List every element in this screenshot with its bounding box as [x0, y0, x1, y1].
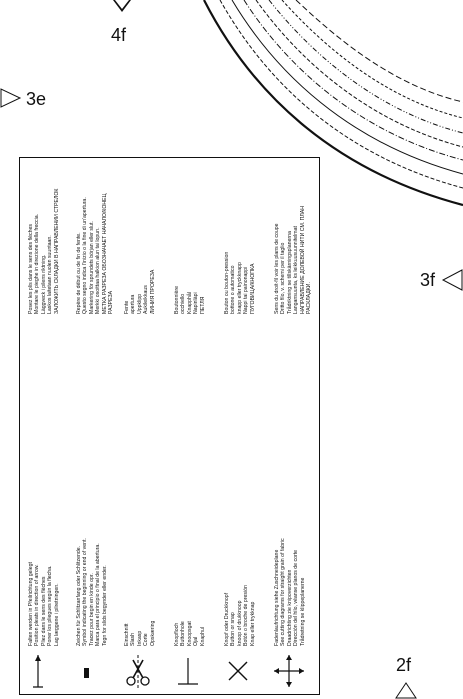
- marker-3f: 3f: [420, 270, 436, 290]
- slit-mark-icon: [74, 652, 108, 690]
- legend-text-de: Falten werden in Pfeilrichtung gelegt Position pleats in direction of arrow. Pliez dans le sens des flèches Poner los pliegues según la flecha. Lag læggene i pilretningen.: [28, 562, 60, 646]
- symbol-legend: [19, 157, 320, 695]
- notch-marker-2f: [394, 681, 418, 699]
- scissors-icon: [122, 652, 156, 690]
- legend-text-de: Fadenlaufrichtung siehe Zuschneideplane See cutting diagrams for straight grain of fabric Draadrichting zie knipoverzichten Dirección del hilo, véanse planos de corte Trådretning se klippeplanerne: [274, 538, 306, 646]
- legend-text-de: Knopf oder Druckknopf Button or snap knoop of drukknoop Botón o broche de presión Knap eller trykknap: [224, 585, 256, 646]
- buttonhole-icon: [172, 652, 206, 690]
- legend-row: [68, 158, 118, 696]
- legend-text-fr: Boutonnière occhiello Knapphål Napinläpi ПЕТЛЯ: [174, 286, 206, 314]
- marker-3e: 3e: [26, 89, 47, 109]
- legend-text-fr: Bouton ou bouton-pression bottone o automatico knapp eller tryckknapp Nappi tai painonappi ПУГОВИЦА/КНОПКА: [224, 251, 256, 314]
- legend-row: [216, 158, 266, 696]
- legend-text-de: Knopfloch Buttonhole Knoopsgat Ojal Knaphul: [174, 621, 206, 646]
- marker-2f: 2f: [396, 655, 412, 675]
- legend-text-fr: Posez les plis dans le sens des flèches Montare le pieghe in direzione della freccia. Läggveck i pilens riktning. Laskos laitetaan nuolen suuntaan. ЗАЛОЖИТЬ СКЛАДКИ В НАПРАВЛЕНИИ СТРЕЛОК: [28, 188, 60, 314]
- legend-text-fr: Fente apertura Uppklipp Aukileikkaus ЛИНИЯ ПРОРЕЗА: [124, 269, 156, 314]
- notch-marker-3f: [441, 268, 463, 292]
- legend-row: [166, 158, 216, 696]
- button-cross-icon: [222, 652, 256, 690]
- marker-4f: 4f: [111, 25, 127, 45]
- legend-text-fr: Sens du droit-fil voir les plans de coupe Dritto filo, v. schemi per il taglio Trådriktning se tillskärningsplanerna Langansuunta, ks leikkuusuunnitelmat НАПРАВЛЕНИЕ ДОЛЕВОЙ НИТИ СМ. ПЛАН РАСКЛАДКИ.: [274, 206, 313, 314]
- legend-row: [116, 158, 166, 696]
- legend-text-fr: Repère de début ou de fin de fente. Questo segno indica l'inizio o la fine di un'apertura. Markering för sprundets början eller slut. Merkki osoittaa halkion alun tai lopun. МЕТКА РАЗРЕЗА ОБОЗНАЧАЕТ НАЧАЛО/КОНЕЦ РАЗРЕЗА: [76, 193, 115, 314]
- legend-row: [266, 158, 316, 696]
- grainline-cross-icon: [272, 652, 306, 690]
- grain-arrow-icon: [26, 652, 60, 690]
- legend-row: [20, 158, 70, 696]
- legend-text-de: Zeichen für Schlitzanfang oder Schlitzende. Symbol indicating the beginning or end of vent. Tracez pour begin en kinde opr. Marca para el principio o final de la abertura. Tegn for slids begynder eller ender.: [76, 538, 108, 646]
- legend-text-de: Einschnitt Slash Inkasp Corte Opskæring: [124, 620, 156, 646]
